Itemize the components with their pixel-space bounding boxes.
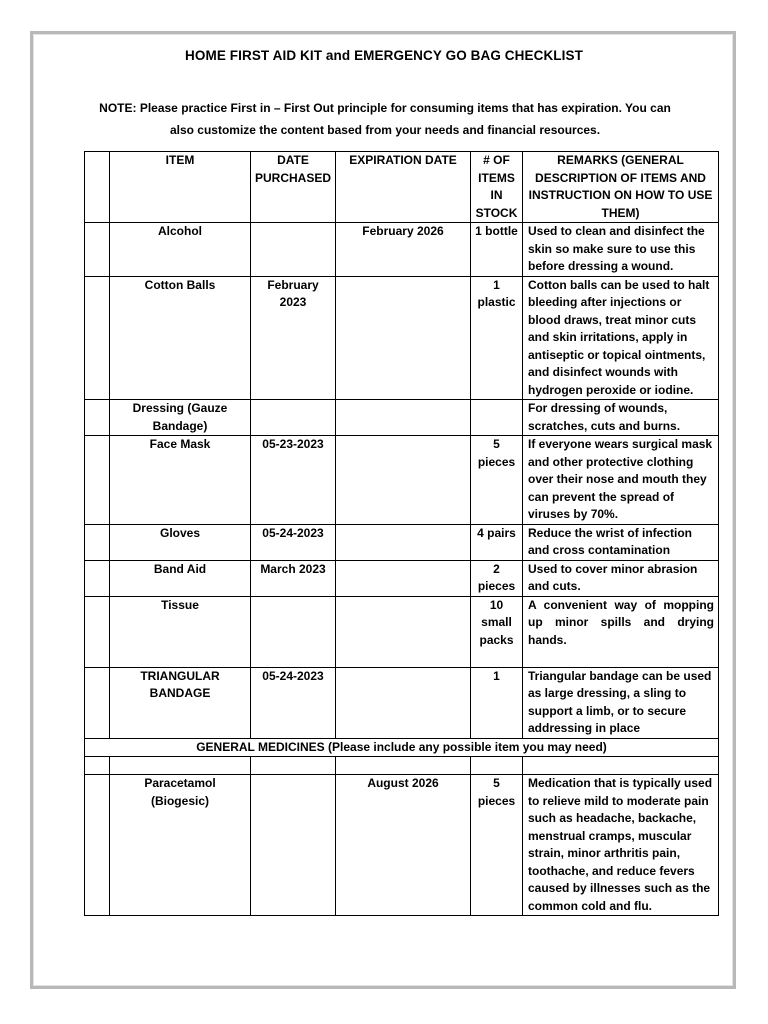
date-cell: February 2023 <box>251 276 336 400</box>
header-remarks: REMARKS (GENERAL DESCRIPTION OF ITEMS AND INSTRUCTION ON HOW TO USE THEM) <box>523 152 719 223</box>
blank-cell <box>110 757 251 775</box>
item-cell: TRIANGULAR BANDAGE <box>110 667 251 738</box>
date-cell: 05-23-2023 <box>251 436 336 525</box>
section-row <box>85 738 719 757</box>
expiration-cell <box>336 400 471 436</box>
date-cell: March 2023 <box>251 560 336 596</box>
count-cell <box>471 400 523 436</box>
blank-row <box>85 757 719 775</box>
document-title: HOME FIRST AID KIT and EMERGENCY GO BAG CHECKLIST <box>185 48 583 63</box>
remarks-cell: Cotton balls can be used to halt bleeding after injections or blood draws, treat minor cuts and skin irritations, apply in antiseptic or topical ointments, and disinfect wounds with hydrogen peroxide or iodine. <box>523 276 719 400</box>
section-heading-general-medicines: GENERAL MEDICINES (Please include any possible item you may need) <box>85 738 719 757</box>
table-row <box>85 524 719 560</box>
header-item: ITEM <box>110 152 251 223</box>
table-row <box>85 223 719 277</box>
remarks-cell: Used to cover minor abrasion and cuts. <box>523 560 719 596</box>
count-cell: 5 pieces <box>471 775 523 916</box>
note-line-2: also customize the content based from your needs and financial resources. <box>169 123 601 137</box>
count-cell: 2 pieces <box>471 560 523 596</box>
table-row <box>85 667 719 738</box>
date-cell <box>251 596 336 667</box>
blank-cell <box>471 757 523 775</box>
check-cell <box>85 524 110 560</box>
remarks-cell: If everyone wears surgical mask and other protective clothing over their nose and mouth they can prevent the spread of viruses by 70%. <box>523 436 719 525</box>
note-text <box>60 97 710 141</box>
table-row <box>85 436 719 525</box>
expiration-cell <box>336 436 471 525</box>
item-cell: Paracetamol (Biogesic) <box>110 775 251 916</box>
count-cell: 1 plastic <box>471 276 523 400</box>
date-cell <box>251 400 336 436</box>
checkbox-column-header <box>85 152 110 223</box>
check-cell <box>85 775 110 916</box>
count-cell: 1 bottle <box>471 223 523 277</box>
blank-cell <box>523 757 719 775</box>
blank-cell <box>85 757 110 775</box>
date-cell: 05-24-2023 <box>251 667 336 738</box>
item-cell: Band Aid <box>110 560 251 596</box>
item-cell: Dressing (Gauze Bandage) <box>110 400 251 436</box>
remarks-cell: For dressing of wounds, scratches, cuts and burns. <box>523 400 719 436</box>
date-cell <box>251 775 336 916</box>
remarks-cell: Medication that is typically used to relieve mild to moderate pain such as headache, backache, menstrual cramps, muscular strain, minor arthritis pain, toothache, and reduce fevers caused by illnesses such as the common cold and flu. <box>523 775 719 916</box>
item-cell: Tissue <box>110 596 251 667</box>
blank-cell <box>251 757 336 775</box>
header-expiration-date: EXPIRATION DATE <box>336 152 471 223</box>
checklist-table <box>84 151 719 916</box>
remarks-cell: A convenient way of mopping up minor spills and drying hands. <box>523 596 719 667</box>
table-row <box>85 400 719 436</box>
expiration-cell <box>336 524 471 560</box>
header-row <box>85 152 719 223</box>
remarks-cell: Reduce the wrist of infection and cross contamination <box>523 524 719 560</box>
remarks-cell: Triangular bandage can be used as large dressing, a sling to support a limb, or to secure addressing in place <box>523 667 719 738</box>
expiration-cell <box>336 276 471 400</box>
header-items-in-stock: # OF ITEMS IN STOCK <box>471 152 523 223</box>
expiration-cell <box>336 596 471 667</box>
date-cell <box>251 223 336 277</box>
item-cell: Alcohol <box>110 223 251 277</box>
date-cell: 05-24-2023 <box>251 524 336 560</box>
expiration-cell <box>336 667 471 738</box>
check-cell <box>85 596 110 667</box>
check-cell <box>85 276 110 400</box>
check-cell <box>85 400 110 436</box>
remarks-cell: Used to clean and disinfect the skin so make sure to use this before dressing a wound. <box>523 223 719 277</box>
count-cell: 5 pieces <box>471 436 523 525</box>
header-date-purchased: DATE PURCHASED <box>251 152 336 223</box>
check-cell <box>85 667 110 738</box>
expiration-cell: February 2026 <box>336 223 471 277</box>
check-cell <box>85 223 110 277</box>
item-cell: Gloves <box>110 524 251 560</box>
blank-cell <box>336 757 471 775</box>
check-cell <box>85 560 110 596</box>
note-line-1: NOTE: Please practice First in – First Out principle for consuming items that has expiration. You can <box>99 101 671 115</box>
expiration-cell <box>336 560 471 596</box>
table-row <box>85 276 719 400</box>
check-cell <box>85 436 110 525</box>
count-cell: 1 <box>471 667 523 738</box>
table-row <box>85 775 719 916</box>
table-row <box>85 596 719 667</box>
item-cell: Face Mask <box>110 436 251 525</box>
count-cell: 10 small packs <box>471 596 523 667</box>
expiration-cell: August 2026 <box>336 775 471 916</box>
table-row <box>85 560 719 596</box>
item-cell: Cotton Balls <box>110 276 251 400</box>
count-cell: 4 pairs <box>471 524 523 560</box>
